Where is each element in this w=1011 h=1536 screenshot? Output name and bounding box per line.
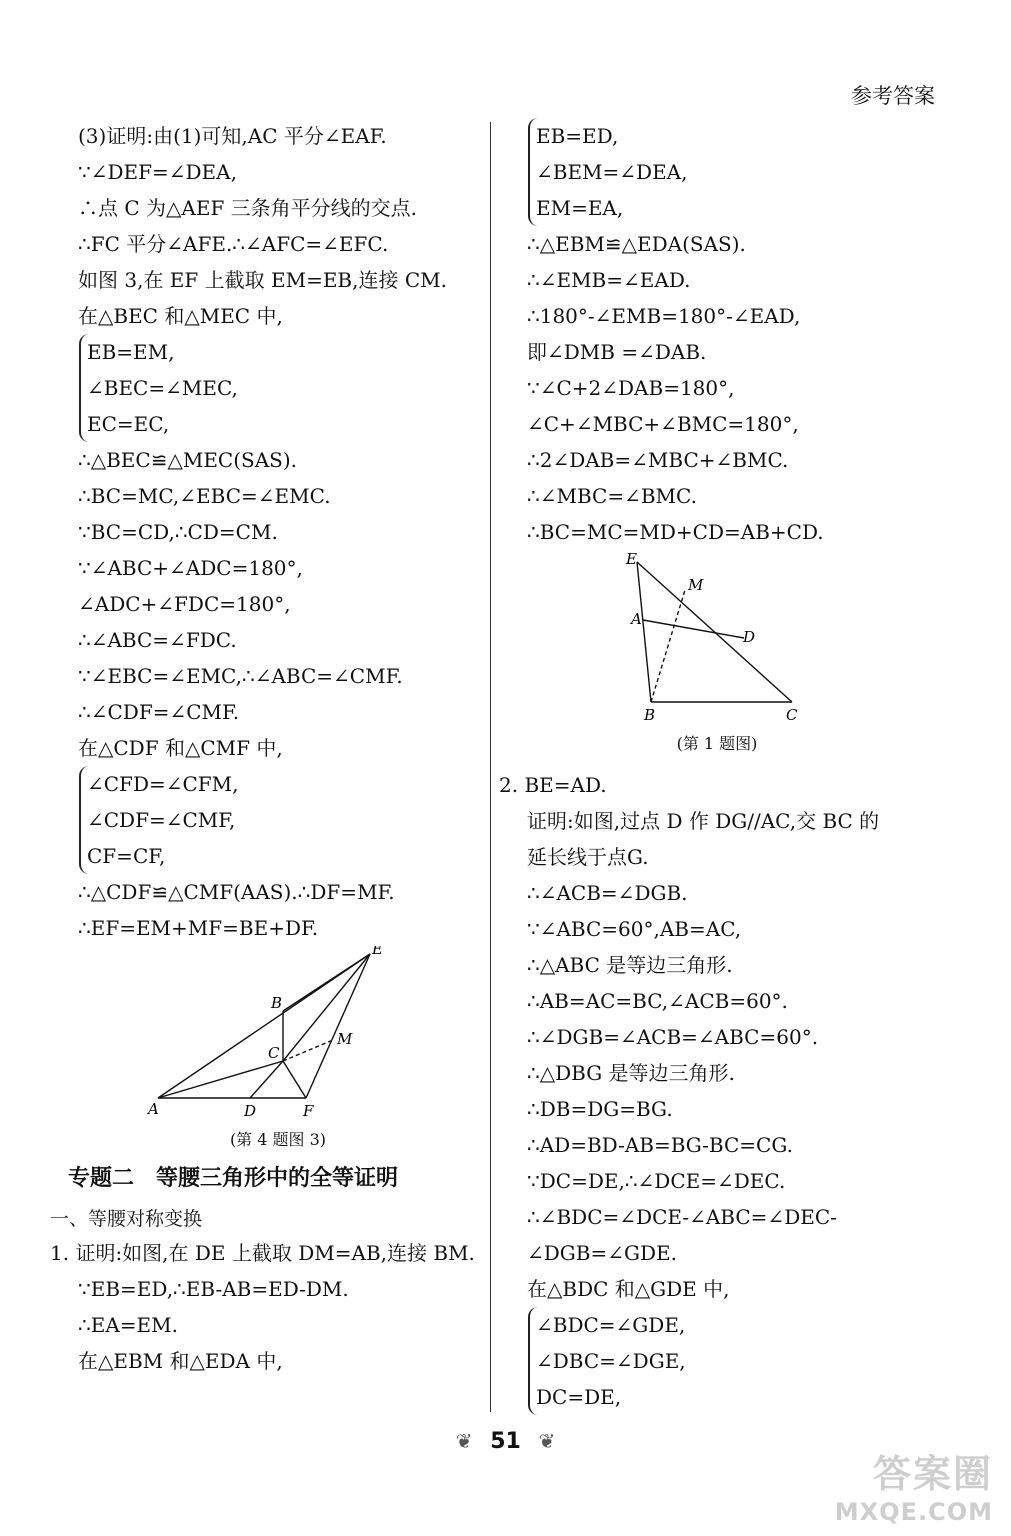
right-column <box>499 118 947 1415</box>
figure-caption: (第 4 题图 3) <box>229 1130 327 1149</box>
proof-line: ∵BC=CD,∴CD=CM. <box>78 520 278 544</box>
proof-line: ∴∠DGB=∠ACB=∠ABC=60°. <box>527 1025 819 1049</box>
left-proof-part-a <box>78 118 488 334</box>
label-b: B <box>644 706 656 724</box>
subsection-heading: 一、等腰对称变换 <box>50 1208 203 1230</box>
brace-line: EM=EA, <box>536 196 624 220</box>
segment-bm-dashed <box>651 590 685 702</box>
proof-line: 证明:如图,过点 D 作 DG//AC,交 BC 的 <box>527 809 880 833</box>
label-a: A <box>631 610 642 628</box>
proof-line: ∴EA=EM. <box>78 1313 178 1337</box>
left-proof-part-d <box>50 1235 488 1379</box>
label-m: M <box>688 576 704 594</box>
proof-line: ∠C+∠MBC+∠BMC=180°, <box>527 412 799 436</box>
label-e: E <box>626 550 637 568</box>
figure-q1 <box>527 550 947 759</box>
segment-eb <box>637 562 651 702</box>
label-b: B <box>271 994 283 1012</box>
brace-line: ∠CFD=∠CFM, <box>87 772 239 796</box>
label-d: D <box>244 1102 257 1120</box>
label-d: D <box>743 628 756 646</box>
proof-line: ∵∠EBC=∠EMC,∴∠ABC=∠CMF. <box>78 664 403 688</box>
brace-line: ∠DBC=∠DGE, <box>536 1349 686 1373</box>
proof-line: 在△CDF 和△CMF 中, <box>78 736 283 760</box>
proof-line: ∴∠MBC=∠BMC. <box>527 484 697 508</box>
right-proof-part-a <box>527 226 947 550</box>
proof-line: ∵∠ABC+∠ADC=180°, <box>78 556 303 580</box>
figure-q4-3 <box>78 946 488 1155</box>
proof-line: 在△BDC 和△GDE 中, <box>527 1277 730 1301</box>
left-proof-part-b <box>78 442 488 766</box>
brace-line: EC=EC, <box>87 412 170 436</box>
proof-line: ∴180°-∠EMB=180°-∠EAD, <box>527 304 801 328</box>
proof-line: ∵DC=DE,∴∠DCE=∠DEC. <box>527 1169 786 1193</box>
proof-line: ∴2∠DAB=∠MBC+∠BMC. <box>527 448 789 472</box>
label-a: A <box>148 1100 159 1118</box>
proof-line: ∴△EBM≌△EDA(SAS). <box>527 232 746 256</box>
proof-line: (3)证明:由(1)可知,AC 平分∠EAF. <box>78 124 387 148</box>
proof-line: ∴AB=AC=BC,∠ACB=60°. <box>527 989 788 1013</box>
proof-line: ∴∠BDC=∠DCE-∠ABC=∠DEC- <box>527 1205 837 1229</box>
section-title: 专题二 等腰三角形中的全等证明 <box>68 1166 399 1191</box>
label-f: F <box>303 1102 314 1120</box>
label-c: C <box>786 706 798 724</box>
proof-line: ∴∠CDF=∠CMF. <box>78 700 240 724</box>
brace-line: ∠CDF=∠CMF, <box>87 808 236 832</box>
label-c: C <box>268 1044 280 1062</box>
proof-line: ∴FC 平分∠AFE.∴∠AFC=∠EFC. <box>78 232 389 256</box>
segment-cm-dashed <box>283 1040 333 1061</box>
label-e: E <box>372 946 383 958</box>
proof-line: ∴点 C 为△AEF 三条角平分线的交点. <box>78 196 418 220</box>
leaf-icon: ❦ <box>455 1429 473 1453</box>
brace-line: EB=EM, <box>87 340 175 364</box>
geometry-figure-q1 <box>527 550 947 725</box>
proof-line: ∴△ABC 是等边三角形. <box>527 953 733 977</box>
left-column <box>50 118 488 1379</box>
proof-line: ∴△BEC≌△MEC(SAS). <box>78 448 298 472</box>
proof-line: 2. BE=AD. <box>499 773 607 797</box>
proof-line: ∴BC=MC=MD+CD=AB+CD. <box>527 520 824 544</box>
segment-ac <box>158 1061 283 1098</box>
proof-line: ∴DB=DG=BG. <box>527 1097 673 1121</box>
brace-line: ∠BEM=∠DEA, <box>536 160 688 184</box>
figure-caption: (第 1 题图) <box>676 734 758 753</box>
proof-line: ∵EB=ED,∴EB-AB=ED-DM. <box>78 1277 349 1301</box>
proof-line: ∴△CDF≌△CMF(AAS).∴DF=MF. <box>78 880 395 904</box>
proof-line: 延长线于点G. <box>527 845 649 869</box>
proof-line: ∴∠EMB=∠EAD. <box>527 268 691 292</box>
proof-line: ∴∠ACB=∠DGB. <box>527 881 688 905</box>
proof-line: 在△BEC 和△MEC 中, <box>78 304 283 328</box>
left-proof-part-c <box>78 874 488 946</box>
proof-line: ∴BC=MC,∠EBC=∠EMC. <box>78 484 331 508</box>
page-number: 51 <box>490 1428 521 1454</box>
brace-line: CF=CF, <box>87 844 166 868</box>
right-proof-part-b <box>499 767 947 1307</box>
label-m: M <box>337 1030 353 1048</box>
condition-brace <box>528 1307 947 1415</box>
watermark-text: 答案圈 <box>872 1452 993 1496</box>
proof-line: 1. 证明:如图,在 DE 上截取 DM=AB,连接 BM. <box>50 1241 475 1265</box>
proof-line: 在△EBM 和△EDA 中, <box>78 1349 283 1373</box>
proof-line: ∠ADC+∠FDC=180°, <box>78 592 291 616</box>
proof-line: ∠DGB=∠GDE. <box>527 1241 677 1265</box>
segment-ec <box>637 562 792 702</box>
geometry-figure-q4 <box>78 946 488 1121</box>
proof-line: ∵∠ABC=60°,AB=AC, <box>527 917 742 941</box>
condition-brace <box>528 118 947 226</box>
brace-line: ∠BDC=∠GDE, <box>536 1313 686 1337</box>
leaf-icon: ❦ <box>538 1429 556 1453</box>
condition-brace <box>79 334 488 442</box>
proof-line: ∴∠ABC=∠FDC. <box>78 628 237 652</box>
segment-ce <box>283 954 370 1061</box>
segment-ad <box>643 620 744 638</box>
proof-line: ∴EF=EM+MF=BE+DF. <box>78 916 319 940</box>
proof-line: ∵∠DEF=∠DEA, <box>78 160 237 184</box>
column-divider <box>490 122 491 1412</box>
proof-line: ∵∠C+2∠DAB=180°, <box>527 376 735 400</box>
page-header-title: 参考答案 <box>851 84 935 108</box>
brace-line: EB=ED, <box>536 124 619 148</box>
proof-line: 即∠DMB =∠DAB. <box>527 340 707 364</box>
brace-line: DC=DE, <box>536 1385 622 1409</box>
proof-line: ∴AD=BD-AB=BG-BC=CG. <box>527 1133 793 1157</box>
watermark-logo <box>783 1443 993 1526</box>
proof-line: ∴△DBG 是等边三角形. <box>527 1061 735 1085</box>
watermark-url: MXQE.COM <box>834 1498 993 1526</box>
proof-line: 如图 3,在 EF 上截取 EM=EB,连接 CM. <box>78 268 447 292</box>
condition-brace <box>79 766 488 874</box>
brace-line: ∠BEC=∠MEC, <box>87 376 238 400</box>
segment-fc <box>283 1061 306 1098</box>
